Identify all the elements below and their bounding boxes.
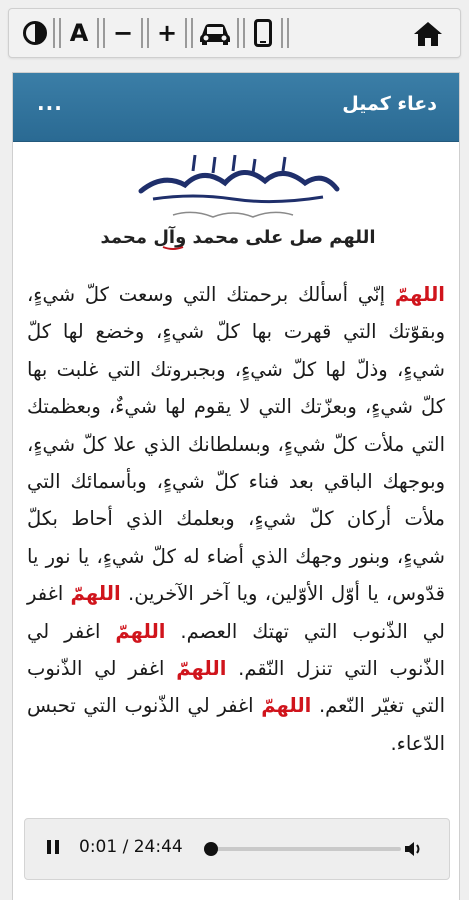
phone-icon[interactable] [245, 15, 281, 51]
panel-header [13, 73, 459, 142]
font-icon[interactable]: A [69, 19, 89, 47]
salawat-text: اللهم صل على محمد وآل محمد [100, 227, 376, 248]
prayer-text [27, 276, 445, 881]
dua-panel [12, 72, 460, 900]
accessibility-toolbar [8, 8, 461, 58]
allahumma-highlight: اللهمّ [115, 619, 166, 643]
toolbar-divider [53, 18, 61, 48]
pause-icon[interactable] [47, 840, 61, 858]
allahumma-highlight: اللهمّ [394, 283, 445, 306]
allahumma-highlight: اللهمّ [261, 694, 312, 718]
toolbar-divider [281, 18, 289, 48]
home-icon[interactable] [412, 19, 444, 49]
prayer-segment: اغفر لي الذّنوب التي تنزل النّقم. [27, 619, 445, 681]
allahumma-highlight: اللهمّ [176, 657, 227, 681]
more-menu-button[interactable]: ... [37, 91, 63, 115]
toolbar-buttons [17, 14, 289, 52]
toolbar-divider [97, 18, 105, 48]
contrast-icon[interactable] [17, 15, 53, 51]
prayer-segment: إنّي أسألك برحمتك التي وسعت كلّ شيءٍ، وبقوّتك التي قهرت بها كلّ شيءٍ، وخضع لها كلّ شيءٍ، وذلّ لها كلّ شيءٍ، وبجبروتك التي غلبت بها كلّ شيءٍ، وبعزّتك التي لا يقوم لها شيءٌ، وبعظمتك التي ملأت كلّ شيءٍ، وبسلطانك الذي علا كلّ شيءٍ، وبوجهك الباقي بعد فناء كلّ شيءٍ، وبأسمائك التي ملأت أركان كلّ شيءٍ، وبعلمك الذي أحاط بكلّ شيءٍ، وبنور وجهك الذي أضاء له كلّ شيءٍ، يا نور يا قدّوس، يا أوّل الأوّلين، ويا آخر الآخرين. [27, 283, 446, 606]
minus-icon[interactable]: − [112, 19, 134, 47]
seek-bar[interactable] [211, 847, 401, 851]
prayer-segment: اغفر لي الذّنوب التي تغيّر النّعم. [27, 657, 445, 718]
audio-player [24, 818, 450, 880]
car-icon[interactable] [193, 15, 237, 51]
toolbar-divider [141, 18, 149, 48]
prayer-segment: اغفر لي الذّنوب التي تهتك العصم. [27, 582, 445, 643]
playback-time: 0:01 / 24:44 [79, 837, 183, 857]
allahumma-highlight: اللهمّ [70, 582, 121, 606]
toolbar-divider [237, 18, 245, 48]
plus-icon[interactable]: + [156, 19, 178, 47]
toolbar-divider [185, 18, 193, 48]
basmala-calligraphy [100, 153, 376, 253]
page-title: دعاء كميل [342, 93, 437, 115]
prayer-segment: اغفر لي الذّنوب التي تحبس الدّعاء. [27, 694, 445, 755]
seek-handle[interactable] [204, 842, 218, 856]
volume-icon[interactable] [403, 839, 425, 859]
